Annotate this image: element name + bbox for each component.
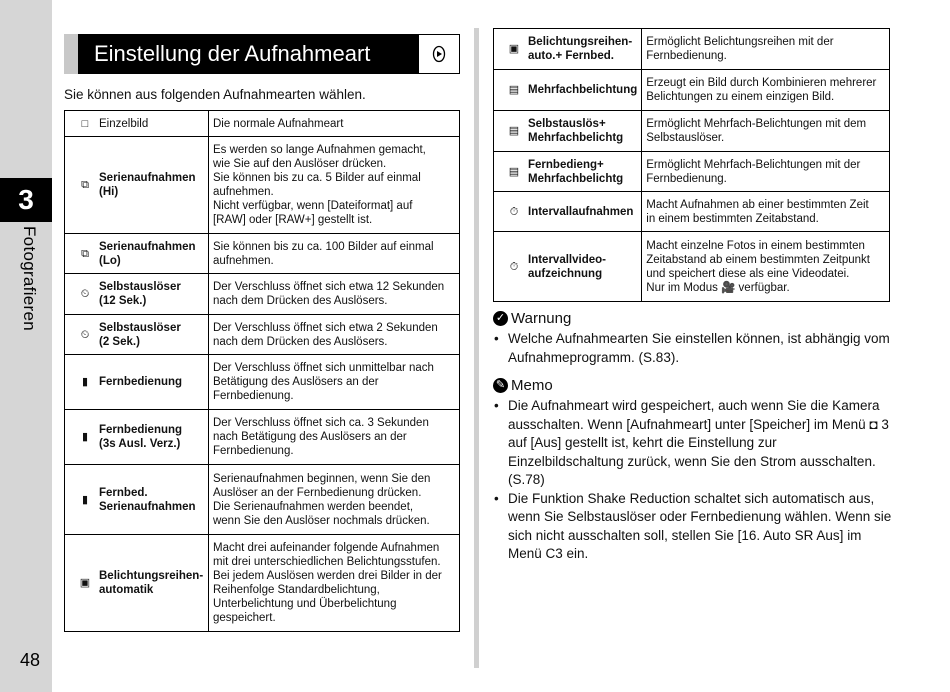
mode-description: Ermöglicht Mehrfach-Belichtungen mit dem Selbstauslöser.	[646, 118, 867, 144]
table-row	[494, 232, 890, 302]
header-accent	[64, 34, 78, 74]
table-row	[65, 137, 460, 234]
table-row	[65, 535, 460, 632]
table-row	[65, 111, 460, 137]
drive-mode-icon: ⏱	[509, 260, 519, 273]
mode-name-cell	[65, 137, 209, 234]
mode-name-cell	[65, 111, 209, 137]
warning-heading-text: Warnung	[511, 310, 572, 327]
mode-description-cell	[208, 274, 459, 315]
mode-description: Sie können bis zu ca. 100 Bilder auf einmal aufnehmen.	[212, 240, 434, 267]
mode-description-cell	[208, 315, 459, 355]
mode-name-cell	[65, 355, 209, 410]
mode-description: Macht einzelne Fotos in einem bestimmten Zeitabstand ab einem bestimmten Zeitpunkt und speichert diese als eine Videodatei. Nur im Modus 🎥 verfügbar.	[646, 239, 870, 294]
mode-description-cell	[642, 192, 890, 232]
mode-name: Serienaufnahmen (Hi)	[99, 172, 196, 198]
table-row	[65, 234, 460, 274]
mode-description-cell	[208, 355, 459, 410]
mode-name: Selbstauslöser (12 Sek.)	[99, 281, 181, 307]
mode-description-cell	[642, 111, 890, 152]
mode-name-cell	[65, 274, 209, 315]
mode-description: Erzeugt ein Bild durch Kombinieren mehrerer Belichtungen zu einem einzigen Bild.	[646, 77, 877, 103]
drive-mode-icon: ▤	[508, 125, 520, 137]
chapter-title: Fotografieren	[20, 226, 39, 332]
mode-name: Mehrfachbelichtung	[528, 84, 638, 96]
memo-heading	[493, 377, 553, 394]
playback-icon	[418, 34, 460, 74]
drive-mode-icon: ⧉	[81, 247, 89, 260]
mode-description-cell	[642, 152, 890, 192]
mode-description-cell	[208, 137, 459, 234]
mode-name-cell	[494, 232, 642, 302]
drive-mode-icon: ▮	[81, 493, 89, 506]
mode-description-cell	[642, 29, 890, 70]
table-row	[494, 152, 890, 192]
table-row	[65, 274, 460, 315]
table-row	[494, 111, 890, 152]
page-divider	[474, 28, 479, 668]
mode-name-cell	[494, 29, 642, 70]
drive-mode-icon: □	[81, 117, 89, 130]
drive-mode-icon: ⏲	[80, 288, 90, 300]
mode-name-cell	[65, 410, 209, 465]
list-item: • Die Funktion Shake Reduction schaltet sich automatisch aus, wenn Sie Selbstauslöser oder Fernbedienung wählen. Wenn sie sich nicht ausschalten soll, stellen Sie [16. Auto SR Aus] im Menü C3 ein.	[493, 490, 893, 564]
mode-description-cell	[208, 111, 459, 137]
mode-description-cell	[208, 234, 459, 274]
mode-description: Serienaufnahmen beginnen, wenn Sie den Auslöser an der Fernbedienung drücken. Die Serienaufnahmen werden beendet, wenn Sie den Auslöser nochmals drücken.	[212, 472, 431, 527]
memo-heading-text: Memo	[511, 377, 553, 394]
drive-mode-icon: ⏱	[509, 205, 519, 218]
mode-description: Der Verschluss öffnet sich ca. 3 Sekunden nach Betätigung des Auslösers an der Fernbedienung.	[212, 417, 429, 457]
mode-name-cell	[65, 234, 209, 274]
warning-icon: ✓	[493, 311, 508, 326]
mode-name-cell	[494, 192, 642, 232]
memo-icon: ✎	[493, 378, 508, 393]
drive-mode-icon: ▤	[508, 84, 520, 96]
mode-name: Intervallvideo- aufzeichnung	[528, 253, 606, 280]
mode-description: Der Verschluss öffnet sich unmittelbar nach Betätigung des Auslösers an der Fernbedienung.	[212, 362, 434, 402]
mode-description-cell	[208, 535, 459, 632]
drive-mode-icon: ▤	[508, 165, 520, 178]
mode-name: Fernbedienung	[99, 376, 183, 388]
table-row	[65, 410, 460, 465]
mode-name-cell	[494, 70, 642, 111]
mode-name-cell	[65, 315, 209, 355]
mode-description: Der Verschluss öffnet sich etwa 2 Sekunden nach dem Drücken des Auslösers.	[212, 321, 438, 348]
intro-text: Sie können aus folgenden Aufnahmearten wählen.	[64, 87, 366, 102]
mode-name: Belichtungsreihen- auto.+ Fernbed.	[528, 36, 633, 62]
memo-list	[493, 397, 893, 564]
table-row	[494, 70, 890, 111]
drive-mode-icon: ▮	[81, 376, 89, 388]
drive-mode-table-right	[493, 28, 890, 302]
chapter-number: 3	[0, 178, 52, 222]
warning-heading	[493, 310, 571, 327]
mode-description: Die normale Aufnahmeart	[212, 117, 344, 130]
warning-list	[493, 330, 893, 367]
list-item: • Welche Aufnahmearten Sie einstellen können, ist abhängig vom Aufnahmeprogramm. (S.83).	[493, 330, 893, 367]
drive-mode-icon: ⏲	[80, 328, 90, 341]
drive-mode-icon: ▮	[81, 431, 89, 443]
mode-description: Der Verschluss öffnet sich etwa 12 Sekunden nach dem Drücken des Auslösers.	[212, 281, 445, 307]
drive-mode-icon: ⧉	[81, 179, 89, 191]
mode-name: Fernbed. Serienaufnahmen	[99, 486, 196, 513]
mode-description: Macht drei aufeinander folgende Aufnahmen mit drei unterschiedlichen Belichtungsstufen. Bei jedem Auslösen werden drei Bilder in der Reihenfolge Standardbelichtung, Unterbelichtung und Überbelichtung gespeichert.	[212, 542, 442, 624]
table-row	[65, 315, 460, 355]
mode-name-cell	[494, 152, 642, 192]
mode-name-cell	[494, 111, 642, 152]
table-row	[65, 465, 460, 535]
mode-name: Fernbedieng+ Mehrfachbelichtg	[528, 158, 624, 185]
page-number: 48	[20, 650, 41, 670]
mode-description: Es werden so lange Aufnahmen gemacht, wie Sie auf den Auslöser drücken. Sie können bis zu ca. 5 Bilder auf einmal aufnehmen. Nicht verfügbar, wenn [Dateiformat] auf [RAW] oder [RAW+] gestellt ist.	[212, 144, 426, 226]
mode-description-cell	[642, 70, 890, 111]
page-title: Einstellung der Aufnahmeart	[78, 34, 418, 74]
mode-name: Belichtungsreihen- automatik	[99, 570, 204, 596]
drive-mode-table-left	[64, 110, 460, 632]
mode-name-cell	[65, 465, 209, 535]
mode-description-cell	[208, 465, 459, 535]
drive-mode-icon: ▣	[508, 43, 520, 55]
table-row	[65, 355, 460, 410]
mode-description: Ermöglicht Mehrfach-Belichtungen mit der Fernbedienung.	[646, 158, 861, 185]
table-row	[494, 192, 890, 232]
mode-description-cell	[208, 410, 459, 465]
sidebar-strip	[0, 0, 52, 692]
drive-mode-icon: ▣	[79, 577, 91, 589]
mode-description: Macht Aufnahmen ab einer bestimmten Zeit in einem bestimmten Zeitabstand.	[646, 198, 869, 225]
table-row	[494, 29, 890, 70]
mode-name: Einzelbild	[99, 117, 149, 130]
mode-name: Selbstauslös+ Mehrfachbelichtg	[528, 118, 624, 144]
list-item: • Die Aufnahmeart wird gespeichert, auch wenn Sie die Kamera ausschalten. Wenn [Aufnahmeart] unter [Speicher] im Menü ◘ 3 auf [Aus] gestellt ist, kehrt die Einstellung zur Einzelbildschaltung zurück, wenn Sie den Strom ausschalten. (S.78)	[493, 397, 893, 490]
mode-description-cell	[642, 232, 890, 302]
mode-name: Fernbedienung (3s Ausl. Verz.)	[99, 424, 183, 450]
mode-name: Serienaufnahmen (Lo)	[99, 240, 196, 267]
mode-name-cell	[65, 535, 209, 632]
mode-name: Intervallaufnahmen	[528, 205, 634, 218]
mode-description: Ermöglicht Belichtungsreihen mit der Fernbedienung.	[646, 36, 834, 62]
mode-name: Selbstauslöser (2 Sek.)	[99, 321, 181, 348]
